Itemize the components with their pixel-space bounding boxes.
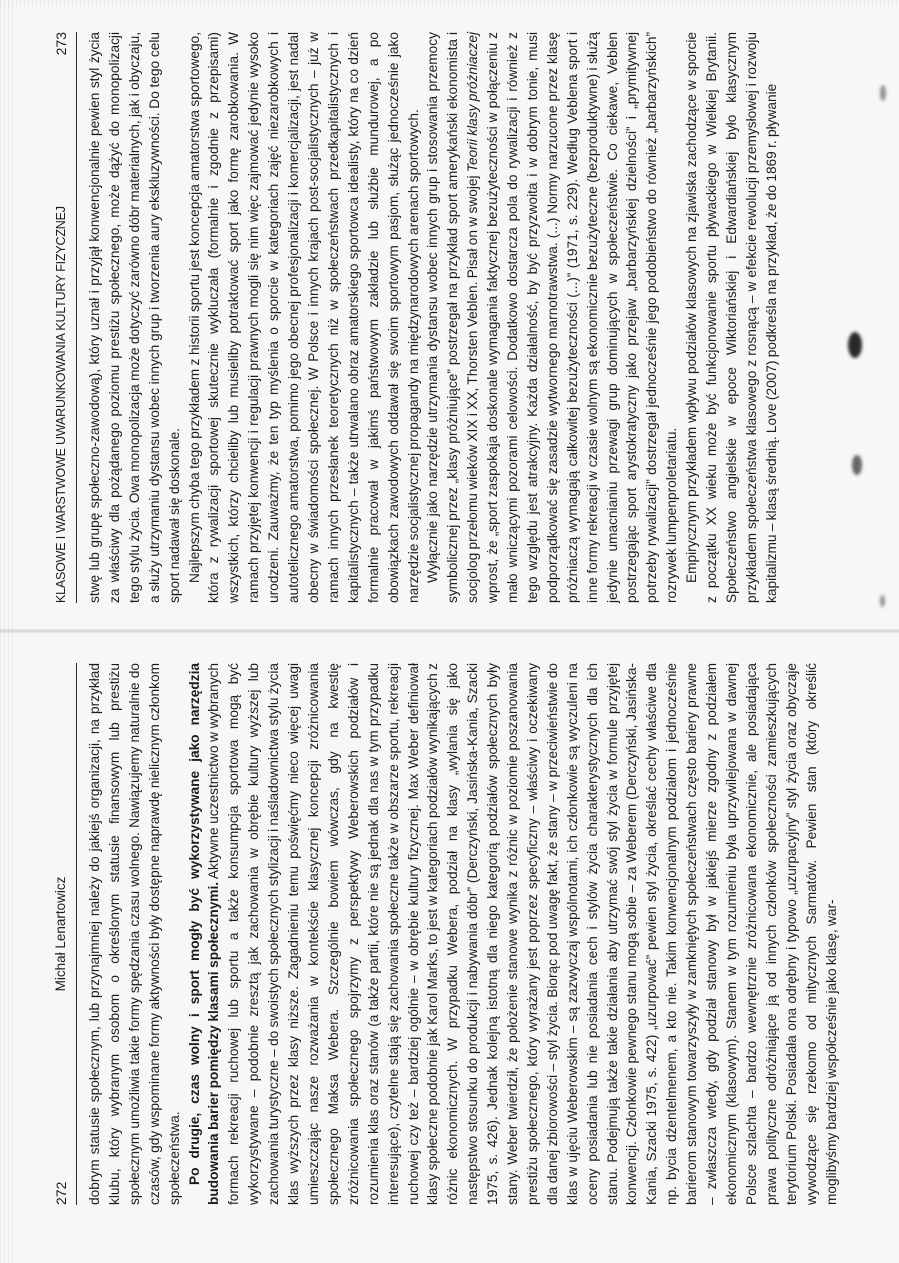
paragraph — [423, 32, 682, 603]
scan-smudge — [880, 85, 886, 101]
italic-title: Teorii klasy próżniaczej — [465, 32, 481, 173]
running-head-author: Michał Lenartowicz — [53, 876, 68, 992]
left-page — [0, 631, 899, 1263]
scan-smudge — [848, 332, 862, 358]
left-running-head — [50, 663, 77, 1205]
running-head-title: KLASOWE I WARSTWOWE UWARUNKOWANIA KULTURY FIZYCZNEJ — [54, 206, 68, 603]
paragraph — [185, 663, 842, 1205]
page-number-left: 272 — [53, 1181, 69, 1205]
page-number-right: 273 — [53, 32, 69, 56]
paragraph: Najlepszym chyba tego przykładem z historii sportu jest koncepcja amatorstwa sportowego, która z rywalizacji sportowej skutecznie wykluczała (formalnie i zgodnie z przepisami) wszystkich, którzy chcieliby lub musieliby potraktować sport jako formę zarobkowania. W ramach przyjętej konwencji i regulacji prawnych mogli się nim więc zajmować jedynie wysoko urodzeni. Zauważmy, że ten typ myślenia o sporcie w kategoriach zajęć niezarobkowych i autotelicznego amatorstwa, pomimo jego obecnej profesjonalizacji i komercjalizacji, jest nadal obecny w świadomości społecznej. W Polsce i innych krajach post-socjalistycznych – już w ramach innych przesłanek teoretycznych niż w społeczeństwach przedkapitalistycznych i kapitalistycznych – także utrwalano obraz amatorskiego sportowca idealisty, który na co dzień formalnie pracował w jakimś państwowym zakładzie lub służbie mundurowej, a po obowiązkach zawodowych oddawał się swoim sportowym pasjom, służąc jednocześnie jako narzędzie socjalistycznej propagandy na międzynarodowych arenach sportowych. — [186, 32, 421, 603]
top-scan-edge — [0, 0, 899, 6]
scan-smudge — [880, 595, 885, 607]
paragraph-text: Wyłącznie jako narzędzie utrzymania dystansu wobec innych grup i stosowania przemocy symbolicznej przez „klasy próżniujące” postrzegał na przykład sport amerykański ekonomista i socjolog przełomu wieków XIX i XX, Thorsten Veblen. Pisał on w swojej — [425, 32, 481, 603]
right-body-text — [85, 32, 782, 603]
right-page — [0, 0, 899, 631]
left-body-text — [85, 663, 841, 1205]
paragraph: Empirycznym przykładem wpływu podziałów klasowych na zjawiska zachodzące w sporcie z początku XX wieku może być funkcjonowanie sportu pływackiego w Wielkiej Brytanii. Społeczeństwo angielskie w epoce Wiktoriańskiej i Edwardiańskiej było klasycznym przykładem społeczeństwa klasowego z rosnącą – w efekcie rewolucji przemysłowej i rozwoju kapitalizmu – klasą średnią. Love (2007) podkreśla na przykład, że do 1869 r. pływanie — [684, 32, 779, 603]
paragraph-text: wprost, że „sport zaspokaja doskonale wymagania faktycznej bezużyteczności w połączeniu z mało wniczącymi pozorami celowości. Dodatkowo dostarcza pola do rywalizacji i również z tego względu jest atrakcyjny. Każda działalność, by być przyzwoita i w dobrym tonie, musi podporządkować się zasadzie wytwornego marnotrawstwa. (...) Normy narzucone przez klasę próżniaczą wymagają całkowitej bezużyteczności (...)” (1971, s. 229). Według Veblena sport i inne formy rekreacji w czasie wolnym są ekonomicznie bezużyteczne (bezproduktywne) i służą jedynie umacnianiu przewagi grup dominujących w społeczeństwie. Co ciekawe, Veblen postrzegając sport arystokratyczny jako przejaw „barbarzyńskiej dzielności” i „prymitywnej potrzeby rywalizacji” dostrzegał jednocześnie jego podobieństwo do również „barbarzyńskich” rozrywek lumpenproletariatu. — [485, 32, 680, 603]
paragraph: dobrym statusie społecznym, lub przynajmniej należy do jakiejś organizacji, na przykład klubu, który wybranym osobom o określonym statusie finansowym lub prestiżu społecznym umożliwia takie formy spędzania czasu wolnego. Nawiązujemy naturalnie do czasów, gdy wspominane formy aktywności były dostępne naprawdę nielicznym członkom społeczeństwa. — [87, 663, 182, 1205]
scan-smudge — [852, 455, 862, 475]
paragraph-text: Aktywne uczestnictwo w wybranych formach rekreacji ruchowej lub sportu a także konsumpcja sportowa mogą być wykorzystywane – podobnie zresztą jak zachowania w obrębie kultury wyższej lub zachowania turystyczne – do swoistych społecznych stylizacji i naśladownictwa stylu życia klas wyższych przez klasy niższe. Zagadnieniu temu poświęćmy nieco więcej uwagi umieszczając nasze rozważania w kontekście klasycznej koncepcji zróżnicowania społecznego Maksa Webera. Szczególnie bowiem wówczas, gdy na kwestię zróżnicowania społecznego spojrzymy z perspektywy Weberowskich podziałów i rozumienia klas oraz stanów (a także partii, które nie są jednak dla nas w tym przypadku interesujące), czytelne stają się zachowania społeczne także w obszarze sportu, rekreacji ruchowej czy też – bardziej ogólnie – w obrębie kultury fizycznej. Max Weber definiował klasy społeczne podobnie jak Karol Marks, to jest w kategoriach podziałów wynikających z różnic ekonomicznych. W przypadku Webera, podział na klasy „wylania się jako następstwo stosunku do produkcji i nabywania dóbr” (Derczyński, Jasińska-Kania, Szacki 1975, s. 426). Jednak kolejną istotną dla niego kategorią podziałów społecznych były stany. Weber twierdził, że położenie stanowe wynika z różnic w poziomie poszanowania prestiżu społecznego, który wyrażany jest poprzez specyficzny – właściwy i oczekiwany dla danej zbiorowości – styl życia. Biorąc pod uwagę fakt, że stany – w przeciwieństwie do klas w ujęciu Weberowskim – są zazwyczaj wspólnotami, ich członkowie są wyczuleni na oceny posiadania lub nie posiadania cech i stylów życia charakterystycznych dla ich stanu. Podejmują także takie działania aby utrzymać swój styl życia w formule przyjętej konwencji. Członkowie pewnego stanu mogą sobie – za Weberem (Derczyński, Jasińska-Kania, Szacki 1975, s. 422) „uzurpować” pewien styl życia, określać cechy właściwe dla np. bycia dżentelmenem, a kto nie. Takim konwencjonalnym podziałom i jednocześnie barierom stanowym towarzyszyły w zamkniętych społeczeństwach często bariery prawne – zwłaszcza wtedy, gdy podział stanowy był w jakiejś mierze zgodny z podziałem ekonomicznym (klasowym). Stanem w tym rozumieniu była uprzywilejowana w dawnej Polsce szlachta – bardzo wewnętrznie zróżnicowana ekonomicznie, ale posiadająca prawa polityczne odróżniające ją od innych członków społeczności zamieszkujących terytorium Polski. Posiadała ona odrębny i typowo „uzurpacyjny” styl życia oraz obyczaje wywodzące się rzekomo od mitycznych Sarmatów. Pewien stan (który określić moglibyśmy bardziej współcześnie jako klasę, war- — [206, 663, 839, 1205]
left-scan-edge — [0, 0, 14, 1263]
right-running-head — [50, 32, 77, 603]
bold-lead: Po drugie, czas wolny i sport mogły być wykorzystywane jako narzędzia budowania barier pomiędzy klasami społecznymi. — [186, 663, 222, 1205]
paragraph: stwę lub grupę społeczno-zawodową), który uznał i przyjął konwencjonalnie pewien styl życia za właściwy dla pożądanego poziomu prestiżu społecznego, może dążyć do monopolizacji tego stylu życia. Owa monopolizacja może dotyczyć zarówno dóbr materialnych, jak i obyczaju, a służy utrzymaniu dystansu wobec innych grup i tworzenia aury ekskluzywności. Do tego celu sport nadawał się doskonale. — [87, 32, 182, 603]
